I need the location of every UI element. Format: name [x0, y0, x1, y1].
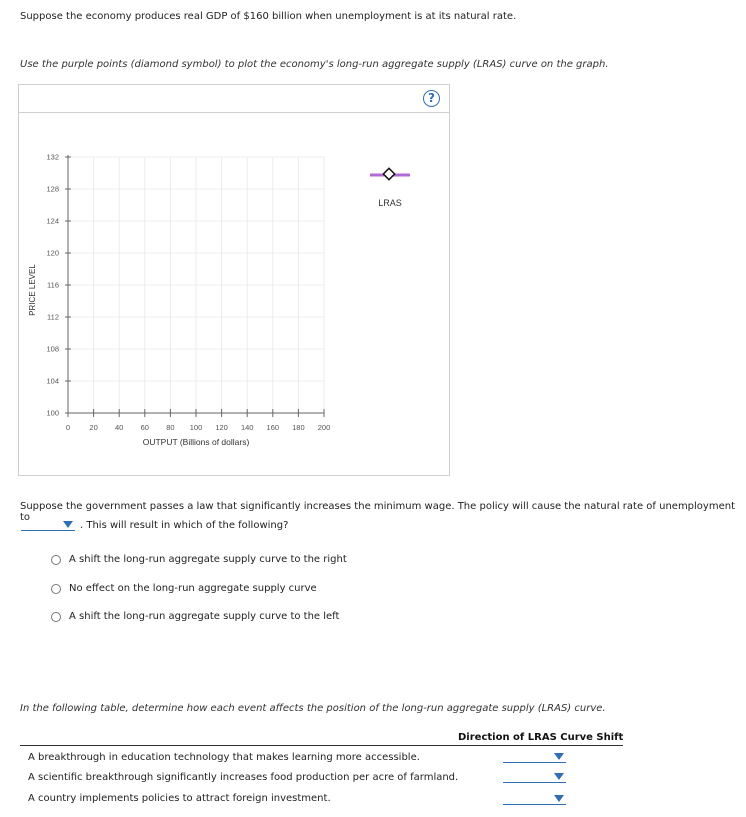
- grid: [68, 157, 324, 413]
- x-tick-label: 140: [240, 423, 254, 432]
- y-tick-label: 108: [46, 344, 59, 354]
- x-tick-label: 40: [115, 423, 124, 432]
- x-tick-label: 120: [215, 423, 228, 432]
- x-ticks: [66, 409, 330, 432]
- lras-shift-dropdown-3[interactable]: [503, 792, 566, 805]
- x-tick-label: 180: [292, 423, 305, 432]
- y-tick-label: 100: [46, 408, 59, 418]
- y-ticks: [46, 153, 71, 418]
- y-tick-label: 124: [46, 216, 59, 226]
- table-row: A country implements policies to attract foreign investment.: [28, 793, 331, 804]
- table-header-rule: [20, 745, 623, 746]
- option-label: A shift the long-run aggregate supply curve to the left: [69, 611, 340, 622]
- table-instruction: In the following table, determine how each event affects the position of the long-run aggregate supply (LRAS) curve.: [20, 703, 606, 714]
- option-no-effect[interactable]: [51, 583, 317, 594]
- chevron-down-icon: [554, 773, 564, 780]
- x-tick-label: 200: [317, 423, 331, 432]
- radio-button[interactable]: [51, 584, 61, 594]
- min-wage-prompt: Suppose the government passes a law that significantly increases the minimum wage. The policy will cause the natural rate of unemployment to: [20, 501, 735, 523]
- unemployment-direction-dropdown[interactable]: [21, 518, 75, 531]
- chevron-down-icon: [554, 795, 564, 802]
- option-shift-right[interactable]: [51, 554, 347, 565]
- lras-shift-dropdown-1[interactable]: [503, 750, 566, 763]
- y-tick-label: 128: [46, 184, 59, 194]
- y-tick-label: 120: [46, 248, 59, 258]
- gdp-question-text: Suppose the economy produces real GDP of $160 billion when unemployment is at its natural rate.: [20, 11, 517, 22]
- x-tick-label: 20: [89, 423, 98, 432]
- min-wage-prompt-tail: . This will result in which of the following?: [80, 520, 289, 531]
- table-row: A breakthrough in education technology that makes learning more accessible.: [28, 752, 420, 763]
- x-tick-label: 80: [166, 423, 175, 432]
- lras-tool-label: LRAS: [378, 198, 402, 208]
- x-axis-label: OUTPUT (Billions of dollars): [142, 437, 250, 447]
- graph-canvas[interactable]: [19, 85, 449, 475]
- plot-instruction: Use the purple points (diamond symbol) to plot the economy's long-run aggregate supply (LRAS) curve on the graph.: [20, 59, 609, 70]
- radio-button[interactable]: [51, 555, 61, 565]
- chevron-down-icon: [554, 753, 564, 760]
- graph-panel: [18, 84, 450, 476]
- y-tick-label: 116: [47, 280, 59, 290]
- x-tick-label: 160: [266, 423, 280, 432]
- chevron-down-icon: [63, 521, 73, 528]
- radio-button[interactable]: [51, 612, 61, 622]
- lras-diamond-icon[interactable]: [383, 168, 394, 179]
- y-tick-label: 132: [46, 152, 59, 162]
- table-column-header: Direction of LRAS Curve Shift: [458, 732, 624, 743]
- option-shift-left[interactable]: [51, 611, 339, 622]
- y-axis-label: PRICE LEVEL: [28, 264, 37, 316]
- y-tick-label: 104: [46, 376, 59, 386]
- table-row: A scientific breakthrough significantly increases food production per acre of farmland.: [28, 772, 459, 783]
- y-tick-label: 112: [47, 312, 59, 322]
- help-button[interactable]: ?: [423, 90, 440, 107]
- option-label: No effect on the long-run aggregate supply curve: [69, 583, 317, 594]
- x-tick-label: 100: [189, 423, 203, 432]
- lras-shift-dropdown-2[interactable]: [503, 770, 566, 783]
- option-label: A shift the long-run aggregate supply curve to the right: [69, 554, 347, 565]
- x-tick-label: 60: [140, 423, 149, 432]
- x-tick-label: 0: [65, 423, 71, 432]
